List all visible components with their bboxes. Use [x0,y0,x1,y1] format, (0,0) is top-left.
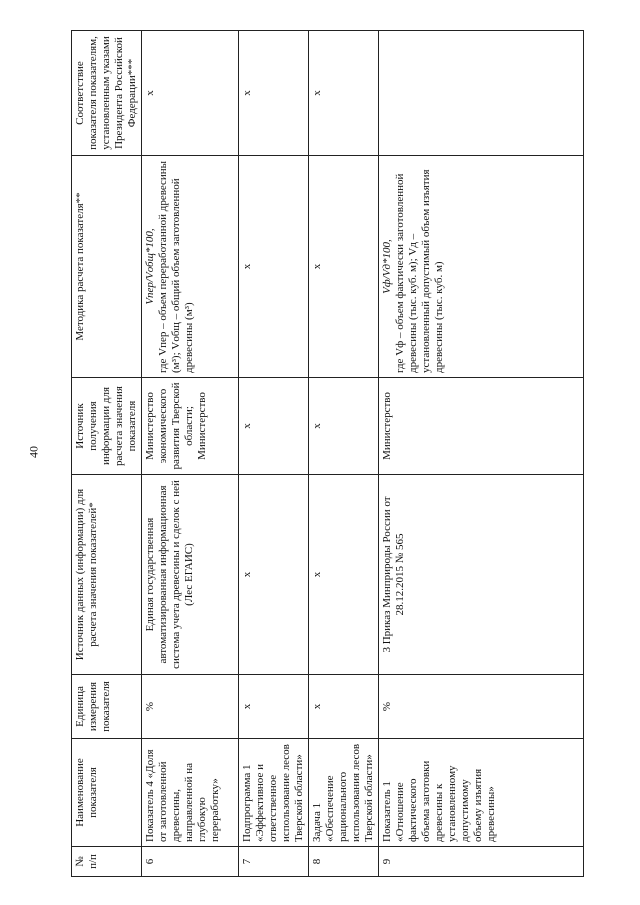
cell-num: 9 [378,847,583,877]
cell-source: x [238,475,308,675]
table-row [378,31,583,877]
cell-unit: % [378,675,583,739]
method-text: где Vпер – объем переработанной древесины (м³); Vобщ – общий объем заготовленной древесины (м³) [156,160,195,373]
cell-unit: x [238,675,308,739]
cell-compliance: x [308,31,378,156]
method-formula: Vф/Vд*100, [380,239,393,294]
table-row [141,31,238,877]
cell-method: x [238,156,308,378]
page-number: 40 [26,446,41,458]
cell-method [378,156,583,378]
indicators-table [71,30,584,877]
cell-name: Подпрограмма 1 «Эффективное и ответственное использование лесов Тверской области» [238,739,308,847]
method-text: где Vф – объем фактически заготовленной древесины (тыс. куб. м); Vд – установленный допустимый объем изъятия древесины (тыс. куб. м) [393,169,445,373]
header-num: № п/п [72,847,142,877]
cell-name: Показатель 1 «Отношение фактического объема заготовки древесины к установленному допустимому объему изъятия древесины» [378,739,583,847]
cell-compliance: x [141,31,238,156]
table-header-row [72,31,142,877]
method-formula: Vпер/Vобщ*100, [143,228,156,305]
header-unit: Единица измерения показателя [72,675,142,739]
header-compliance: Соответствие показателя показателям, установленным указами Президента Российской Федерации*** [72,31,142,156]
cell-info-source: x [308,378,378,475]
header-info-source: Источник получения информации для расчета значения показателя [72,378,142,475]
cell-method: x [308,156,378,378]
cell-num: 8 [308,847,378,877]
header-source: Источник данных (информации) для расчета значения показателей* [72,475,142,675]
cell-info-source: Министерство экономического развития Тверской области; Министерство [141,378,238,475]
cell-method [141,156,238,378]
cell-compliance: x [238,31,308,156]
cell-source: x [308,475,378,675]
header-method: Методика расчета показателя** [72,156,142,378]
cell-compliance [378,31,583,156]
cell-num: 6 [141,847,238,877]
cell-unit: x [308,675,378,739]
cell-unit: % [141,675,238,739]
cell-source: 3 Приказ Минприроды России от 28.12.2015 № 565 [378,475,583,675]
cell-source: Единая государственная автоматизированная информационная система учета древесины и сделок с ней (Лес ЕГАИС) [141,475,238,675]
header-name: Наименование показателя [72,739,142,847]
cell-name: Показатель 4 «Доля от заготовленной древесины, направленной на глубокую переработку» [141,739,238,847]
rotated-table-wrapper [71,31,584,877]
cell-name: Задача 1 «Обеспечение рационального использования лесов Тверской области» [308,739,378,847]
cell-info-source: Министерство [378,378,583,475]
table-row [238,31,308,877]
cell-num: 7 [238,847,308,877]
cell-info-source: x [238,378,308,475]
table-row [308,31,378,877]
